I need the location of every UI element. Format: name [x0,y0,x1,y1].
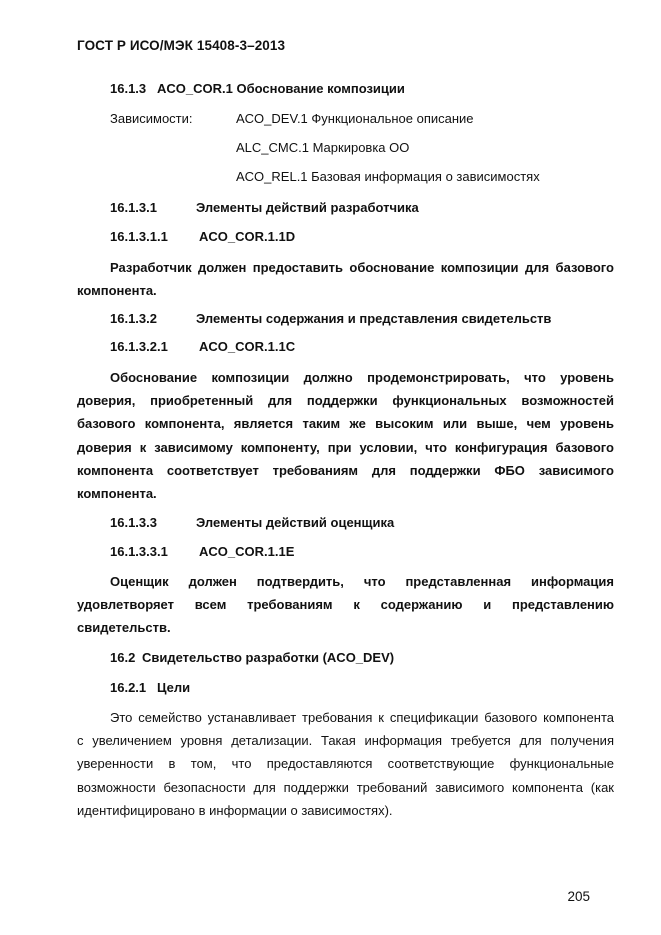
paragraph-goals [77,706,614,822]
paragraph-line: Оценщик должен подтвердить, что представленная информация [110,574,614,589]
section-16-1-3-2-title: Элементы содержания и представления свидетельств [196,311,552,326]
paragraph-line: с увеличением уровня детализации. Такая информация требуется для получения [77,733,614,749]
paragraph-content [77,366,614,505]
paragraph-line: доверия к зависимому компоненту, при условии, что конфигурация базового [77,439,614,455]
section-16-2-1-title: Цели [157,680,191,695]
dependency-item: ACO_DEV.1 Функциональное описание [236,111,474,126]
section-16-1-3-3-1-number: 16.1.3.3.1 [110,544,168,559]
paragraph-line: доверия, приобретенный для поддержки функциональных возможностей [77,393,614,409]
section-16-1-3-1-1-number: 16.1.3.1.1 [110,229,168,244]
section-16-2-number: 16.2 [110,650,136,665]
paragraph-line: свидетельств. [77,620,171,636]
paragraph-line: удовлетворяет всем требованиям к содержанию и представлению [77,597,614,613]
paragraph-line: уверенности в том, что предоставляются соответствующие функциональные [77,756,614,772]
paragraph-line: базового компонента, является таким же высоким или выше, чем уровень [77,416,614,432]
section-16-1-3-1-1-title: ACO_COR.1.1D [199,229,296,244]
section-16-1-3-2-1-title: ACO_COR.1.1C [199,339,296,354]
section-16-1-3-3-number: 16.1.3.3 [110,515,157,530]
paragraph-evaluator [77,570,614,640]
paragraph-line: Это семейство устанавливает требования к спецификации базового компонента [110,710,614,725]
section-16-1-3-2-number: 16.1.3.2 [110,311,157,326]
section-16-1-3-number: 16.1.3 [110,81,147,96]
document-header: ГОСТ Р ИСО/МЭК 15408-3–2013 [77,38,286,53]
dependency-item: ALC_CMC.1 Маркировка ОО [236,140,410,155]
page-number: 205 [567,889,590,904]
paragraph-line: Разработчик должен предоставить обоснование композиции для базового [110,260,614,275]
paragraph-line: Обоснование композиции должно продемонстрировать, что уровень [110,370,614,385]
dependency-item: ACO_REL.1 Базовая информация о зависимостях [236,169,540,184]
paragraph-line: компонента соответствует требованиям для поддержки ФБО зависимого [77,462,614,478]
paragraph-line: компонента. [77,283,157,299]
section-16-2-1-number: 16.2.1 [110,680,147,695]
dependencies-label: Зависимости: [110,111,193,126]
paragraph-line: возможности безопасности для поддержки требований зависимого компонента (как [77,779,614,795]
section-16-1-3-3-title: Элементы действий оценщика [196,515,395,530]
section-16-1-3-1-title: Элементы действий разработчика [196,200,419,215]
section-16-1-3-2-1-number: 16.1.3.2.1 [110,339,168,354]
section-16-1-3-3-1-title: ACO_COR.1.1E [199,544,295,559]
section-16-2-title: Свидетельство разработки (ACO_DEV) [142,650,395,665]
section-16-1-3-1-number: 16.1.3.1 [110,200,157,215]
section-16-1-3-title: ACO_COR.1 Обоснование композиции [157,81,405,96]
paragraph-developer [77,256,614,302]
paragraph-line: идентифицировано в информации о зависимостях). [77,802,393,818]
paragraph-line: компонента. [77,485,157,501]
